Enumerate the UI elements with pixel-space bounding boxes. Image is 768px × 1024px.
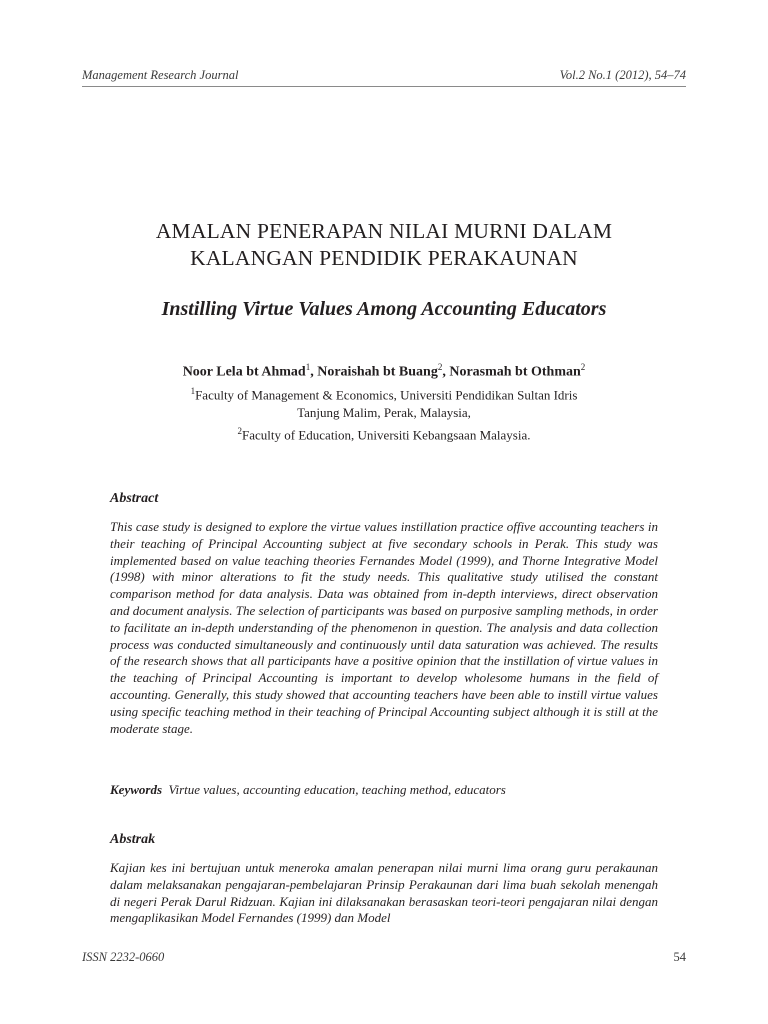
affiliation-1-text: Faculty of Management & Economics, Universiti Pendidikan Sultan Idris — [195, 386, 578, 402]
abstract-section — [110, 491, 658, 737]
keywords-text: Virtue values, accounting education, teaching method, educators — [168, 782, 506, 797]
affiliation-2-mark: 2 — [237, 425, 243, 436]
malay-title — [60, 218, 708, 272]
affiliation-2-text: Faculty of Education, Universiti Kebangsaan Malaysia. — [242, 427, 531, 443]
author-block — [60, 358, 708, 444]
abstract-body: This case study is designed to explore the virtue values instillation practice offive accounting teachers in their teaching of Principal Accounting subject at five secondary schools in Perak. This study was implemented based on value teaching theories Fernandes Model (1999), and Thorne Integrative Model (1998) with minor alterations to fit the study needs. This qualitative study utilised the constant comparison method for data analysis. Data was obtained from in-depth interviews, direct observation and document analysis. The selection of participants was based on purposive sampling methods, in order to facilitate an in-depth understanding of the phenomenon in question. The analysis and data collection process was conducted simultaneously and continuously until data saturation was achieved. The results of the research shows that all participants have a positive opinion that the instillation of virtue values in the teaching of Principal Accounting is important to develop wholesome humans in the field of accounting. Generally, this study showed that accounting teachers have been able to instill virtue values using specific teaching method in their teaching of Principal Accounting subject although it is still at the moderate stage. — [110, 519, 658, 736]
journal-name: Management Research Journal — [82, 68, 239, 82]
author-1: Noor Lela bt Ahmad — [182, 364, 306, 380]
author-3: Norasmah bt Othman — [449, 364, 581, 380]
affiliation-2 — [60, 422, 708, 444]
affiliation-1-mark: 1 — [190, 385, 196, 396]
abstract-heading: Abstract — [110, 491, 159, 506]
keywords-section — [110, 782, 658, 798]
abstrak-body: Kajian kes ini bertujuan untuk meneroka amalan penerapan nilai murni lima orang guru perakaunan dalam melaksanakan pengajaran-pembelajaran Prinsip Perakaunan dari lima buah sekolah menengah di negeri Perak Darul Ridzuan. Kajian ini dilaksanakan berasaskan teori-teori pengajaran nilai dengan mengaplikasikan Model Fernandes (1999) dan Model — [110, 860, 658, 926]
abstrak-heading: Abstrak — [110, 832, 156, 847]
header-rule — [82, 86, 686, 87]
author-2: Noraishah bt Buang — [317, 364, 438, 380]
abstrak-section — [110, 832, 658, 927]
english-title: Instilling Virtue Values Among Accounting Educators — [161, 298, 607, 320]
author-separator: , — [442, 364, 450, 380]
affiliation-1-location: Tanjung Malim, Perak, Malaysia, — [297, 404, 471, 420]
author-3-affil-mark: 2 — [580, 362, 586, 372]
malay-title-line-2: KALANGAN PENDIDIK PERAKAUNAN — [190, 246, 578, 270]
author-separator: , — [310, 364, 318, 380]
author-1-affil-mark: 1 — [305, 362, 311, 372]
malay-title-line-1: AMALAN PENERAPAN NILAI MURNI DALAM — [155, 219, 613, 243]
volume-info: Vol.2 No.1 (2012), 54–74 — [559, 68, 686, 82]
author-names — [60, 358, 708, 382]
title-block — [60, 218, 708, 321]
issn: ISSN 2232-0660 — [82, 950, 165, 964]
keywords-label: Keywords — [110, 782, 162, 797]
affiliation-1 — [60, 382, 708, 404]
author-2-affil-mark: 2 — [437, 362, 443, 372]
page-number: 54 — [673, 950, 686, 964]
